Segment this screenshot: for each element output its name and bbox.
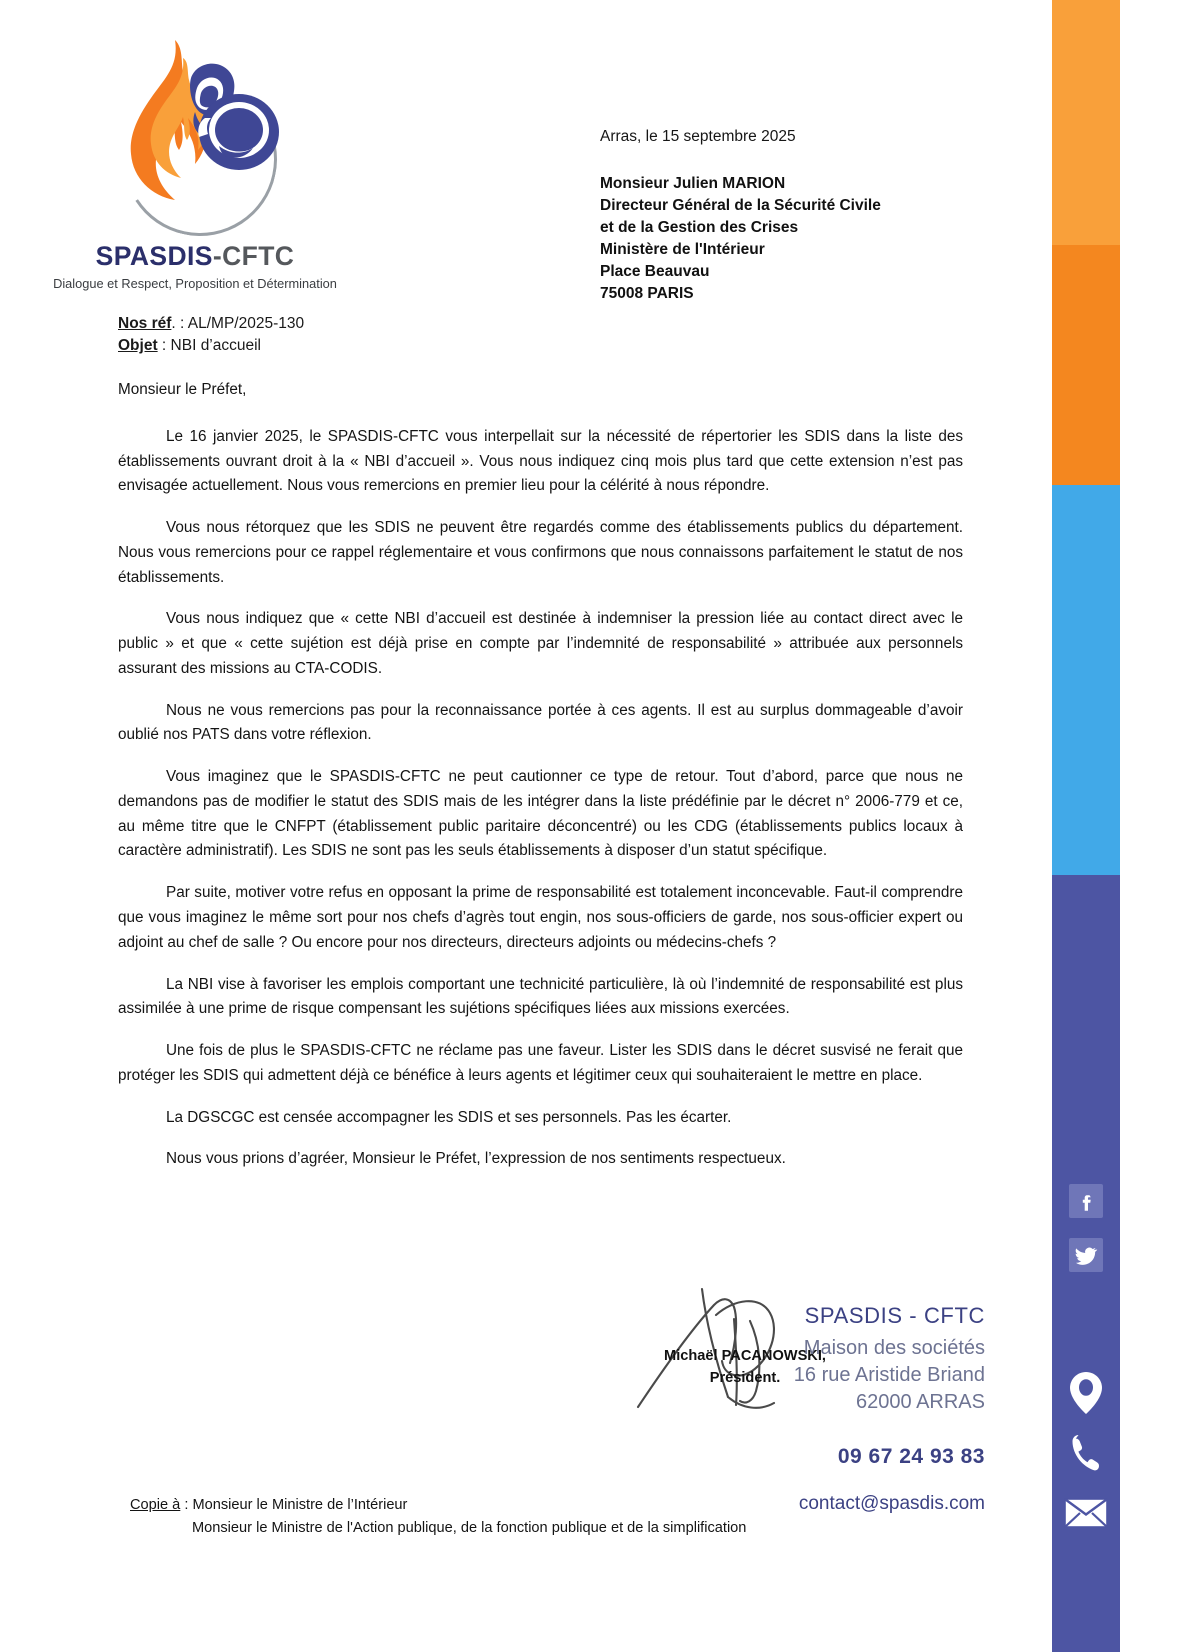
rail-band-orange-light	[1052, 0, 1120, 245]
firefighter-head-icon	[167, 60, 285, 190]
carbon-copy-label: Copie à	[130, 1497, 181, 1513]
body-paragraph: La NBI vise à favoriser les emplois comportant une technicité particulière, là où l’indemnité de responsabilité est plus assimilée à une prime de risque compensant les sujétions spécifiques liées aux missions exercées.	[118, 975, 963, 1018]
recipient-line: Directeur Général de la Sécurité Civile	[600, 197, 881, 214]
rail-band-orange-dark	[1052, 245, 1120, 485]
closing-statement: La DGSCGC est censée accompagner les SDIS et ses personnels. Pas les écarter.	[166, 1108, 732, 1126]
footer-address-line: Maison des sociétés	[803, 1337, 985, 1359]
carbon-copy-first-line	[130, 1494, 746, 1517]
body-paragraph: Par suite, motiver votre refus en opposant la prime de responsabilité est totalement inconcevable. Faut-il comprendre que vous imaginez le même sort pour nos chefs d’agrès tout engin, nos sous-officiers de garde, nos sous-officier expert ou adjoint au chef de salle ? Ou encore pour nos directeurs, directeurs adjoints ou médecins-chefs ?	[118, 884, 963, 951]
flame-firefighter-logo-mark	[85, 30, 305, 235]
logo-name-rest: -CFTC	[212, 241, 295, 271]
signer-role: Président.	[709, 1370, 781, 1386]
subject-line	[118, 335, 304, 357]
carbon-copy-recipient: : Monsieur le Ministre de l’Intérieur	[180, 1497, 408, 1513]
logo-name-bold: SPASDIS	[95, 241, 213, 271]
mail-icon[interactable]	[1063, 1490, 1109, 1536]
salutation: Monsieur le Préfet,	[118, 381, 247, 398]
recipient-line: 75008 PARIS	[600, 285, 694, 302]
recipient-line: Ministère de l'Intérieur	[600, 241, 765, 258]
carbon-copy-recipient: Monsieur le Ministre de l'Action publique, de la fonction publique et de la simplification	[192, 1520, 747, 1537]
letter-body	[118, 378, 963, 1172]
footer-phone-number[interactable]: 09 67 24 93 83	[837, 1445, 985, 1469]
footer-contact-block	[685, 1303, 985, 1515]
body-paragraph: Vous imaginez que le SPASDIS-CFTC ne peut cautionner ce type de retour. Tout d’abord, parce que nous ne demandons pas de modifier le statut des SDIS mais de les intégrer dans la liste prédéfinie par le décret n° 2006-779 et ce, au même titre que le CNFPT (établissement public paritaire déconcentré) ou les CDG (établissements publics locaux à caractère administratif). Les SDIS ne sont pas les seuls établissements à disposer d’un statut spécifique.	[118, 768, 963, 860]
recipient-line: et de la Gestion des Crises	[600, 219, 799, 236]
body-paragraph: Le 16 janvier 2025, le SPASDIS-CFTC vous interpellait sur la nécessité de répertorier les SDIS dans la liste des établissements ouvrant droit à la « NBI d’accueil ». Vous nous indiquez cinq mois plus tard que cette extension n’est pas envisagée actuellement. Nous vous remercions en premier lieu pour la célérité à nous répondre.	[118, 427, 963, 495]
body-paragraph: Vous nous indiquez que « cette NBI d’accueil est destinée à indemniser la pression liée au contact direct avec le public » et que « cette sujétion est déjà prise en compte par l’indemnité de responsabilité » attribuée aux personnels assurant des missions au CTA-CODIS.	[118, 610, 963, 677]
facebook-icon[interactable]	[1063, 1178, 1109, 1224]
our-reference-value: . : AL/MP/2025-130	[171, 315, 305, 332]
our-reference-line	[118, 313, 304, 335]
body-paragraph: Une fois de plus le SPASDIS-CFTC ne réclame pas une faveur. Lister les SDIS dans le décret susvisé ne ferait que protéger les SDIS qui admettent déjà ce bénéfice à leurs agents et légitimer ceux qui souhaiteraient le mettre en place.	[118, 1042, 963, 1084]
brand-color-rail	[995, 0, 1200, 1652]
recipient-line: Place Beauvau	[600, 263, 710, 280]
recipient-address-block	[600, 173, 881, 305]
letter-date: Arras, le 15 septembre 2025	[600, 128, 796, 145]
footer-address-line: 16 rue Aristide Briand	[793, 1363, 985, 1386]
subject-value: : NBI d’accueil	[157, 337, 262, 355]
logo-wordmark	[30, 241, 360, 272]
footer-email-address[interactable]: contact@spasdis.com	[798, 1493, 985, 1515]
twitter-icon[interactable]	[1063, 1232, 1109, 1278]
reference-block	[118, 313, 304, 358]
subject-label: Objet	[118, 337, 158, 355]
footer-address	[685, 1335, 985, 1415]
location-pin-icon[interactable]	[1063, 1370, 1109, 1416]
footer-organization-name: SPASDIS - CFTC	[804, 1303, 985, 1328]
recipient-line: Monsieur Julien MARION	[600, 175, 786, 192]
signer-name: Michaël PACANOWSKI,	[664, 1348, 826, 1364]
carbon-copy-block	[130, 1494, 746, 1541]
rail-band-blue-light	[1052, 485, 1120, 875]
closing-salutation: Nous vous prions d’agréer, Monsieur le Préfet, l’expression de nos sentiments respectueux.	[166, 1150, 786, 1168]
logo-tagline: Dialogue et Respect, Proposition et Détermination	[53, 276, 337, 291]
body-paragraph: Vous nous rétorquez que les SDIS ne peuvent être regardés comme des établissements publics du département. Nous vous remercions pour ce rappel réglementaire et vous confirmons que nous connaissons parfaitement le statut de nos établissements.	[118, 519, 963, 586]
organization-logo	[30, 30, 360, 291]
phone-icon[interactable]	[1063, 1430, 1109, 1476]
body-paragraph: Nous ne vous remercions pas pour la reconnaissance portée à ces agents. Il est au surplus dommageable d’avoir oublié nos PATS dans votre réflexion.	[118, 701, 963, 744]
footer-address-line: 62000 ARRAS	[856, 1390, 985, 1413]
our-reference-label: Nos réf	[118, 315, 172, 332]
